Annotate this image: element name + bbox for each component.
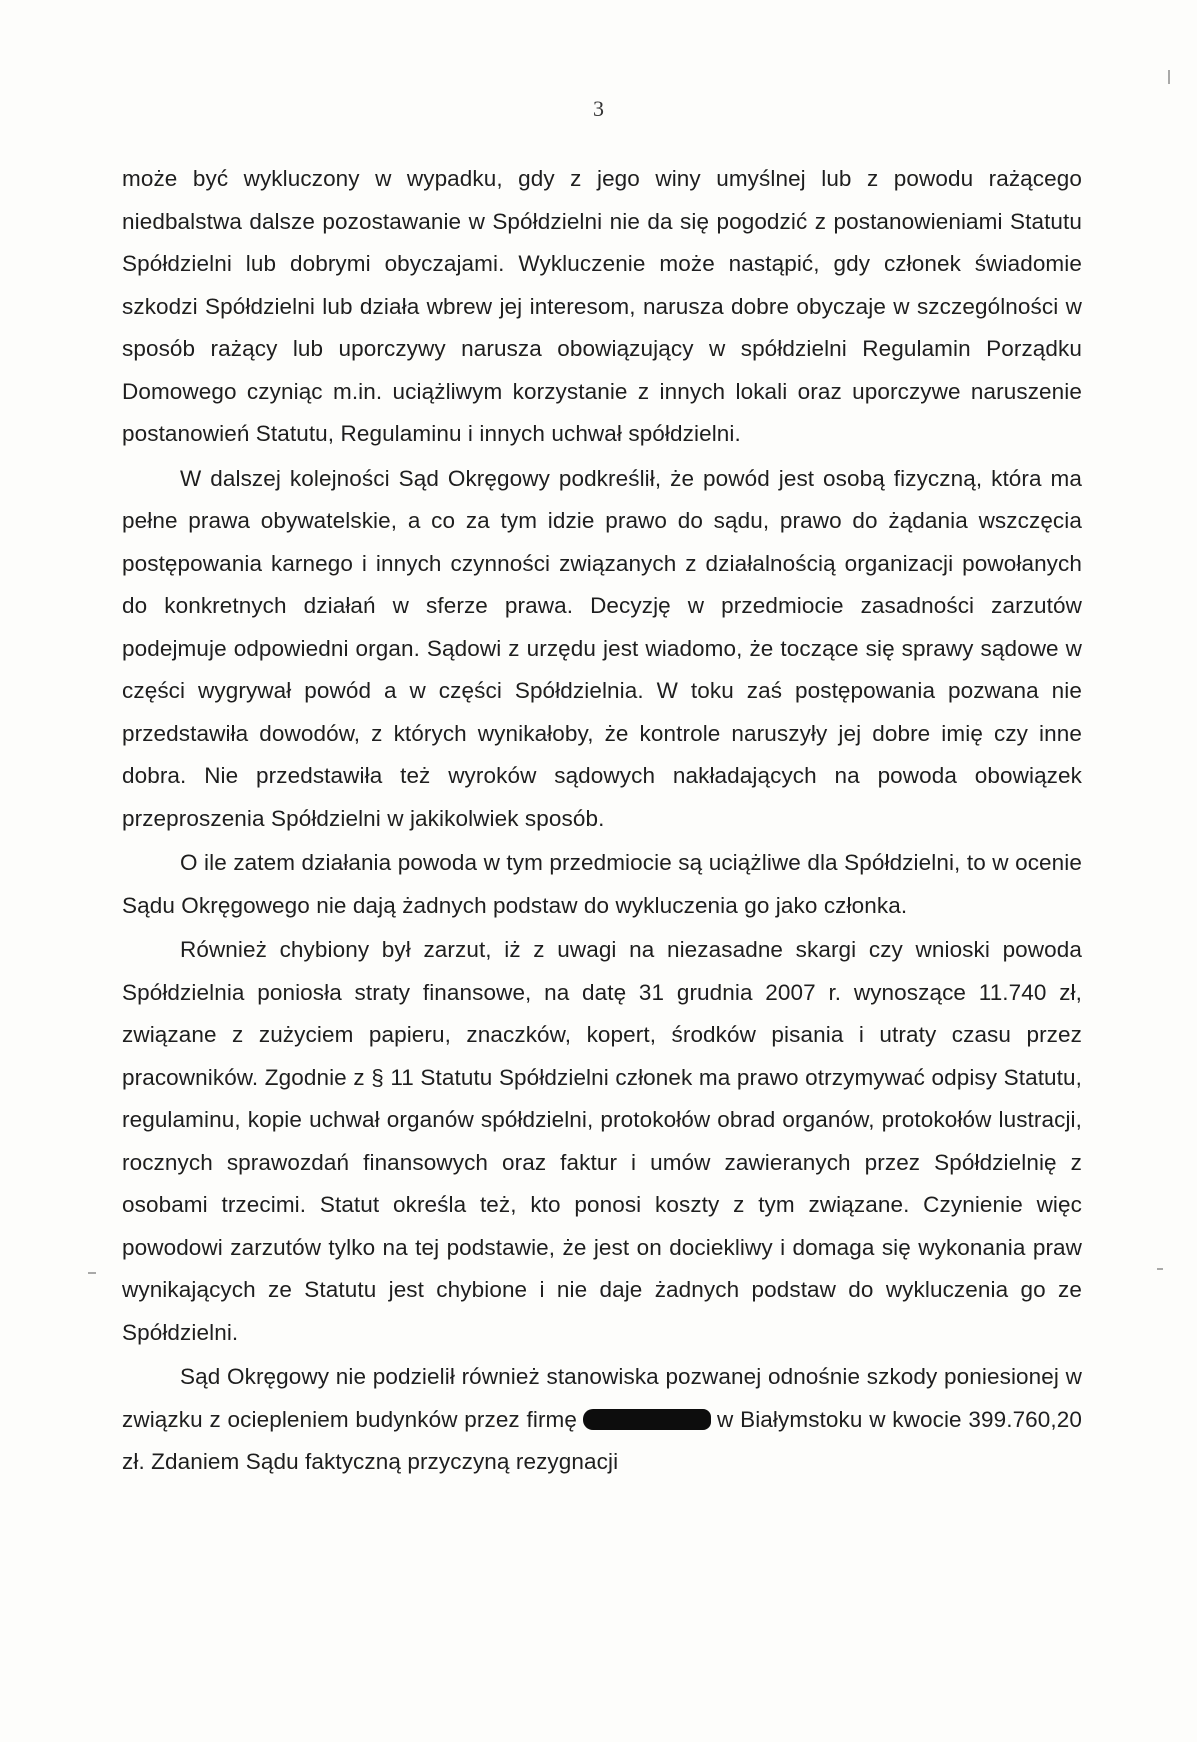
page-number: 3	[593, 96, 604, 121]
scan-speck	[1168, 70, 1170, 84]
scan-speck	[88, 1272, 96, 1274]
paragraph-5-text-after-redaction: w Białymstoku w kwocie 399.760,20 zł. Zdaniem Sądu faktyczną przyczyną rezygnacji	[122, 1406, 1082, 1474]
paragraph-2: W dalszej kolejności Sąd Okręgowy podkreślił, że powód jest osobą fizyczną, która ma pełne prawa obywatelskie, a co za tym idzie prawo do sądu, prawo do żądania wszczęcia postępowania karnego i innych czynności związanych z działalnością organizacji powołanych do konkretnych działań w sferze prawa. Decyzję w przedmiocie zasadności zarzutów podejmuje odpowiedni organ. Sądowi z urzędu jest wiadomo, że toczące się sprawy sądowe w części wygrywał powód a w części Spółdzielnia. W toku zaś postępowania pozwana nie przedstawiła dowodów, z których wynikałoby, że kontrole naruszyły jej dobre imię czy inne dobra. Nie przedstawiła też wyroków sądowych nakładających na powoda obowiązek przeproszenia Spółdzielni w jakikolwiek sposób.	[122, 465, 1082, 831]
paragraph-3: O ile zatem działania powoda w tym przedmiocie są uciążliwe dla Spółdzielni, to w ocenie Sądu Okręgowego nie dają żadnych podstaw do wykluczenia go jako członka.	[122, 850, 1082, 918]
paragraph-1: może być wykluczony w wypadku, gdy z jego winy umyślnej lub z powodu rażącego niedbalstwa dalsze pozostawanie w Spółdzielni nie da się pogodzić z postanowieniami Statutu Spółdzielni lub dobrymi obyczajami. Wykluczenie może nastąpić, gdy członek świadomie szkodzi Spółdzielni lub działa wbrew jej interesom, narusza dobre obyczaje w szczególności w sposób rażący lub uporczywy narusza obowiązujący w spółdzielni Regulamin Porządku Domowego czyniąc m.in. uciążliwym korzystanie z innych lokali oraz uporczywe naruszenie postanowień Statutu, Regulaminu i innych uchwał spółdzielni.	[122, 166, 1082, 446]
paragraph-5	[122, 1356, 1082, 1484]
document-body	[122, 158, 1082, 1484]
scan-speck	[1157, 1268, 1163, 1270]
redaction-mark	[583, 1409, 711, 1430]
paragraph-5-text-before-redaction: Sąd Okręgowy nie podzielił również stanowiska pozwanej odnośnie szkody poniesionej w związku z ociepleniem budynków przez firmę	[122, 1364, 1082, 1432]
paragraph-4: Również chybiony był zarzut, iż z uwagi na niezasadne skargi czy wnioski powoda Spółdzielnia poniosła straty finansowe, na datę 31 grudnia 2007 r. wynoszące 11.740 zł, związane z zużyciem papieru, znaczków, kopert, środków pisania i utraty czasu przez pracowników. Zgodnie z § 11 Statutu Spółdzielni członek ma prawo otrzymywać odpisy Statutu, regulaminu, kopie uchwał organów spółdzielni, protokołów obrad organów, protokołów lustracji, rocznych sprawozdań finansowych oraz faktur i umów zawieranych przez Spółdzielnię z osobami trzecimi. Statut określa też, kto ponosi koszty z tym związane. Czynienie więc powodowi zarzutów tylko na tej podstawie, że jest on dociekliwy i domaga się wykonania praw wynikających ze Statutu jest chybione i nie daje żadnych podstaw do wykluczenia go ze Spółdzielni.	[122, 937, 1082, 1345]
